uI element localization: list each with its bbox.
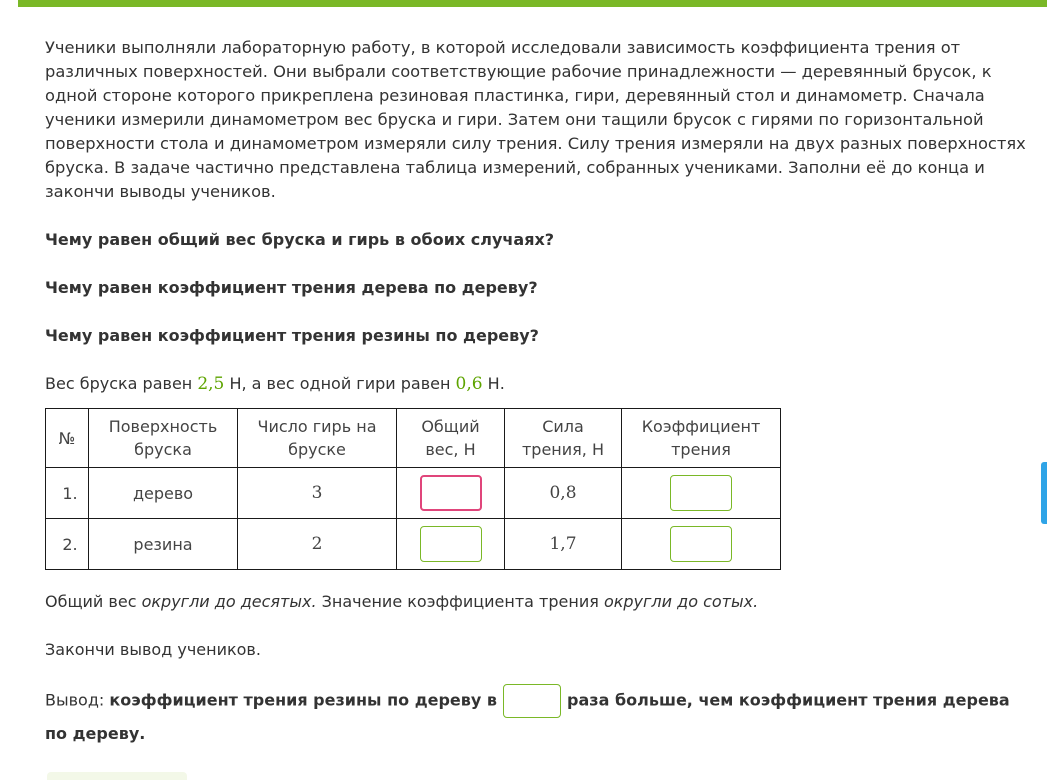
note-text-1: Общий вес <box>45 592 142 611</box>
coefficient-cell <box>622 519 781 570</box>
task-description: Ученики выполняли лабораторную работу, в которой исследовали зависимость коэффициента трения от различных поверхностей. Они выбрали соответствующие рабочие принадлежности — деревянный брусок, к одной стороне которого прикреплена резиновая пластинка, гири, деревянный стол и динамометр. Сначала ученики измерили динамометром вес бруска и гири. Затем они тащили брусок с гирями по горизонтальной поверхности стола и динамометром измеряли силу трения. Силу трения измеряли на двух разных поверхностях бруска. В задаче частично представлена таблица измерений, собранных учениками. Заполни её до конца и закончи выводы учеников. <box>45 38 1026 201</box>
header-weights-count: Число гирь на бруске <box>238 409 397 468</box>
conclusion-text-after: раза больше, чем коэффициент трения дерева по дереву. <box>45 690 1010 743</box>
total-weight-cell <box>397 468 505 519</box>
note-rounding-coefficient: округли до сотых. <box>603 592 759 611</box>
table-header-row <box>46 409 781 468</box>
conclusion-label: Вывод: <box>45 690 110 710</box>
top-accent-bar <box>18 0 1047 7</box>
finish-instruction: Закончи вывод учеников. <box>45 640 261 659</box>
given-prefix: Вес бруска равен <box>45 374 198 393</box>
table-row <box>46 468 781 519</box>
row-number: 1. <box>46 468 89 519</box>
header-friction-force: Сила трения, Н <box>505 409 622 468</box>
header-number: № <box>46 409 89 468</box>
coefficient-input-1[interactable] <box>670 475 732 511</box>
total-weight-input-1[interactable] <box>420 475 482 511</box>
question-2: Чему равен коэффициент трения дерева по дереву? <box>45 278 538 297</box>
table-row <box>46 519 781 570</box>
row-weights-count: 2 <box>238 519 397 570</box>
header-surface: Поверхность бруска <box>89 409 238 468</box>
given-middle: Н, а вес одной гири равен <box>224 374 456 393</box>
question-3: Чему равен коэффициент трения резины по дереву? <box>45 326 539 345</box>
given-values <box>45 372 1030 396</box>
note-text-2: Значение коэффициента трения <box>316 592 604 611</box>
total-weight-cell <box>397 519 505 570</box>
block-weight-value: 2,5 <box>197 374 225 394</box>
ratio-input[interactable] <box>503 684 561 718</box>
given-suffix: Н. <box>482 374 505 393</box>
row-weights-count: 3 <box>238 468 397 519</box>
row-friction-force: 0,8 <box>505 468 622 519</box>
row-surface: дерево <box>89 468 238 519</box>
coefficient-cell <box>622 468 781 519</box>
side-panel-tab[interactable] <box>1041 462 1047 524</box>
rounding-note <box>45 590 1030 614</box>
mass-weight-value: 0,6 <box>455 374 483 394</box>
submit-button[interactable] <box>47 772 187 780</box>
row-surface: резина <box>89 519 238 570</box>
measurement-table <box>45 408 781 570</box>
total-weight-input-2[interactable] <box>420 526 482 562</box>
header-total-weight: Общий вес, Н <box>397 409 505 468</box>
header-friction-coefficient: Коэффициент трения <box>622 409 781 468</box>
conclusion-text-before: коэффициент трения резины по дереву в <box>109 690 498 710</box>
note-rounding-weight: округли до десятых. <box>141 592 317 611</box>
row-number: 2. <box>46 519 89 570</box>
coefficient-input-2[interactable] <box>670 526 732 562</box>
task-content <box>45 36 1030 750</box>
question-1: Чему равен общий вес бруска и гирь в обоих случаях? <box>45 230 555 249</box>
conclusion <box>45 684 1030 750</box>
row-friction-force: 1,7 <box>505 519 622 570</box>
